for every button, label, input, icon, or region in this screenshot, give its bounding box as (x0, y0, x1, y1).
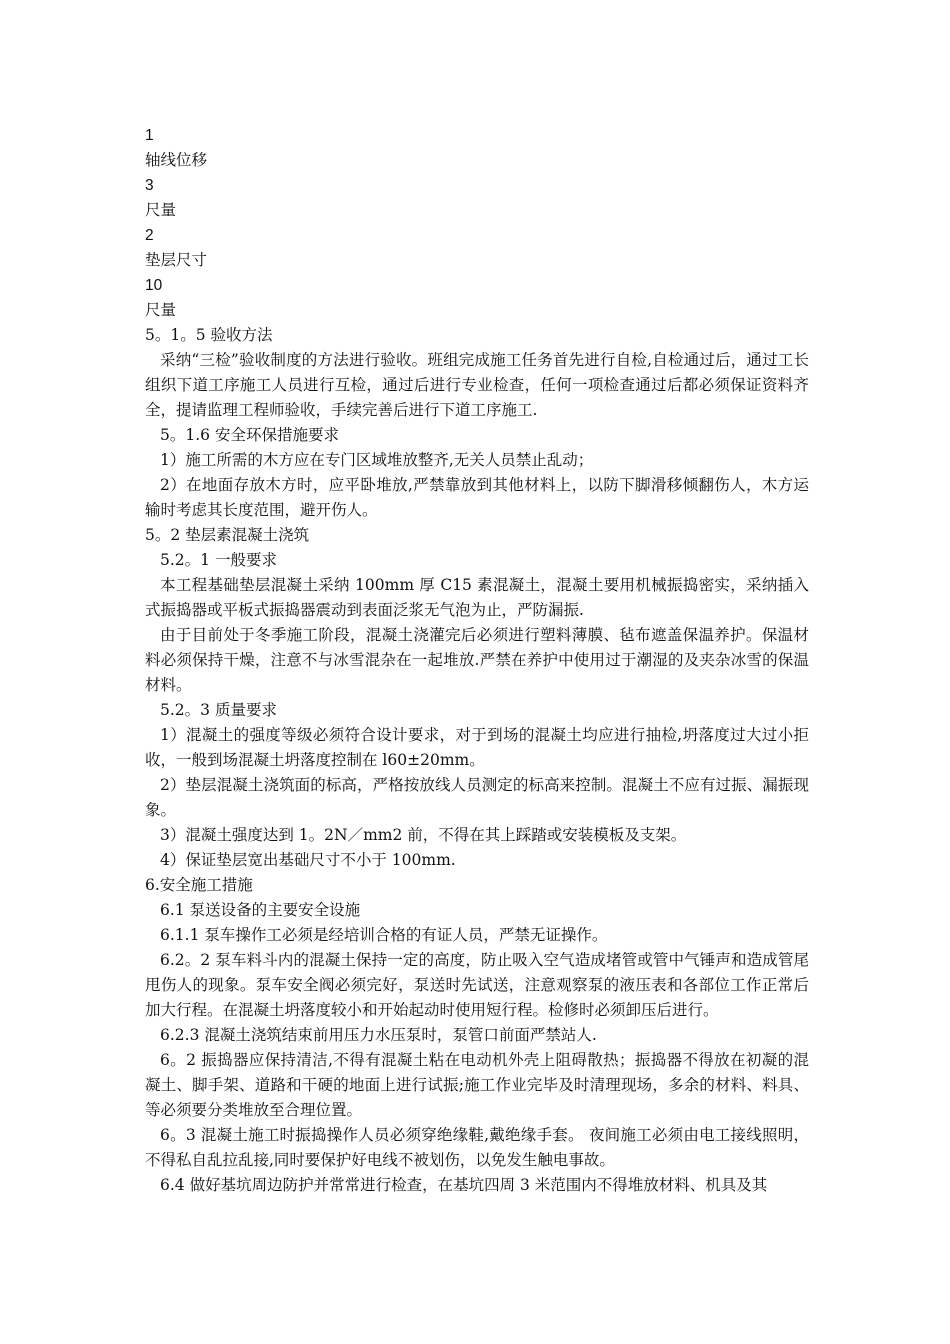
paragraph-item: 6。3 混凝土施工时振捣操作人员必须穿绝缘鞋,戴绝缘手套。 夜间施工必须由电工接线照明，不得私自乱拉乱接,同时要保护好电线不被划伤，以免发生触电事故。 (145, 1126, 809, 1169)
paragraph-acceptance: 采纳“三检”验收制度的方法进行验收。班组完成施工任务首先进行自检,自检通过后，通过工长组织下道工序施工人员进行互检，通过后进行专业检查，任何一项检查通过后都必须保证资料齐全，提请监理工程师验收，手续完善后进行下道工序施工. (145, 351, 809, 419)
paragraph-item: 6.4 做好基坑周边防护并常常进行检查，在基坑四周 3 米范围内不得堆放材料、机具及其 (160, 1176, 768, 1194)
section-heading-521: 5.2。1 一般要求 (160, 551, 277, 569)
paragraph-body: 本工程基础垫层混凝土采纳 100mm 厚 C15 素混凝土，混凝土要用机械振捣密实，采纳插入式振捣器或平板式振捣器震动到表面泛浆无气泡为止，严防漏振. (145, 576, 809, 619)
paragraph-item: 1）施工所需的木方应在专门区域堆放整齐,无关人员禁止乱动； (160, 451, 594, 469)
paragraph-item: 6.2.3 混凝土浇筑结束前用压力水压泵时，泵管口前面严禁站人. (160, 1026, 597, 1044)
paragraph-item: 2）在地面存放木方时，应平卧堆放,严禁靠放到其他材料上，以防下脚滑移倾翻伤人，木方运输时考虑其长度范围，避开伤人。 (145, 476, 809, 519)
table-cell-method: 尺量 (145, 301, 177, 319)
section-heading-523: 5.2。3 质量要求 (160, 701, 277, 719)
section-heading-515: 5。1。5 验收方法 (145, 326, 273, 344)
paragraph-item: 2）垫层混凝土浇筑面的标高，严格按放线人员测定的标高来控制。混凝土不应有过振、漏振现象。 (145, 776, 809, 819)
paragraph-item: 6.1.1 泵车操作工必须是经培训合格的有证人员，严禁无证操作。 (160, 926, 608, 944)
table-cell-number: 1 (145, 127, 154, 144)
table-cell-number: 10 (145, 277, 163, 294)
section-heading-61: 6.1 泵送设备的主要安全设施 (160, 901, 361, 919)
table-cell-method: 尺量 (145, 201, 177, 219)
paragraph-item: 4）保证垫层宽出基础尺寸不小于 100mm. (160, 851, 456, 869)
paragraph-item: 1）混凝土的强度等级必须符合设计要求，对于到场的混凝土均应进行抽检,坍落度过大过小拒收，一般到场混凝土坍落度控制在 l60±20mm。 (145, 726, 809, 769)
table-cell-item: 垫层尺寸 (145, 251, 208, 269)
paragraph-item: 6.2。2 泵车料斗内的混凝土保持一定的高度，防止吸入空气造成堵管或管中气锤声和造成管尾甩伤人的现象。泵车安全阀必须完好，泵送时先试送，注意观察泵的液压表和各部位工作正常后加大行程。在混凝土坍落度较小和开始起动时使用短行程。检修时必须卸压后进行。 (145, 951, 809, 1019)
document-body (145, 123, 809, 1198)
table-cell-number: 2 (145, 227, 154, 244)
paragraph-body: 由于目前处于冬季施工阶段，混凝土浇灌完后必须进行塑料薄膜、毡布遮盖保温养护。保温材料必须保持干燥，注意不与冰雪混杂在一起堆放.严禁在养护中使用过于潮湿的及夹杂冰雪的保温材料。 (145, 626, 809, 694)
section-heading-516: 5。1.6 安全环保措施要求 (160, 426, 339, 444)
paragraph-item: 6。2 振捣器应保持清洁,不得有混凝土粘在电动机外壳上阻碍散热；振捣器不得放在初凝的混凝土、脚手架、道路和干硬的地面上进行试振;施工作业完毕及时清理现场，多余的材料、料具、等必须要分类堆放至合理位置。 (145, 1051, 809, 1119)
paragraph-item: 3）混凝土强度达到 1。2N／mm2 前，不得在其上踩踏或安装模板及支架。 (160, 826, 687, 844)
table-cell-number: 3 (145, 177, 154, 194)
table-cell-item: 轴线位移 (145, 151, 208, 169)
section-heading-52: 5。2 垫层素混凝土浇筑 (145, 526, 310, 544)
section-heading-6: 6.安全施工措施 (145, 876, 253, 894)
